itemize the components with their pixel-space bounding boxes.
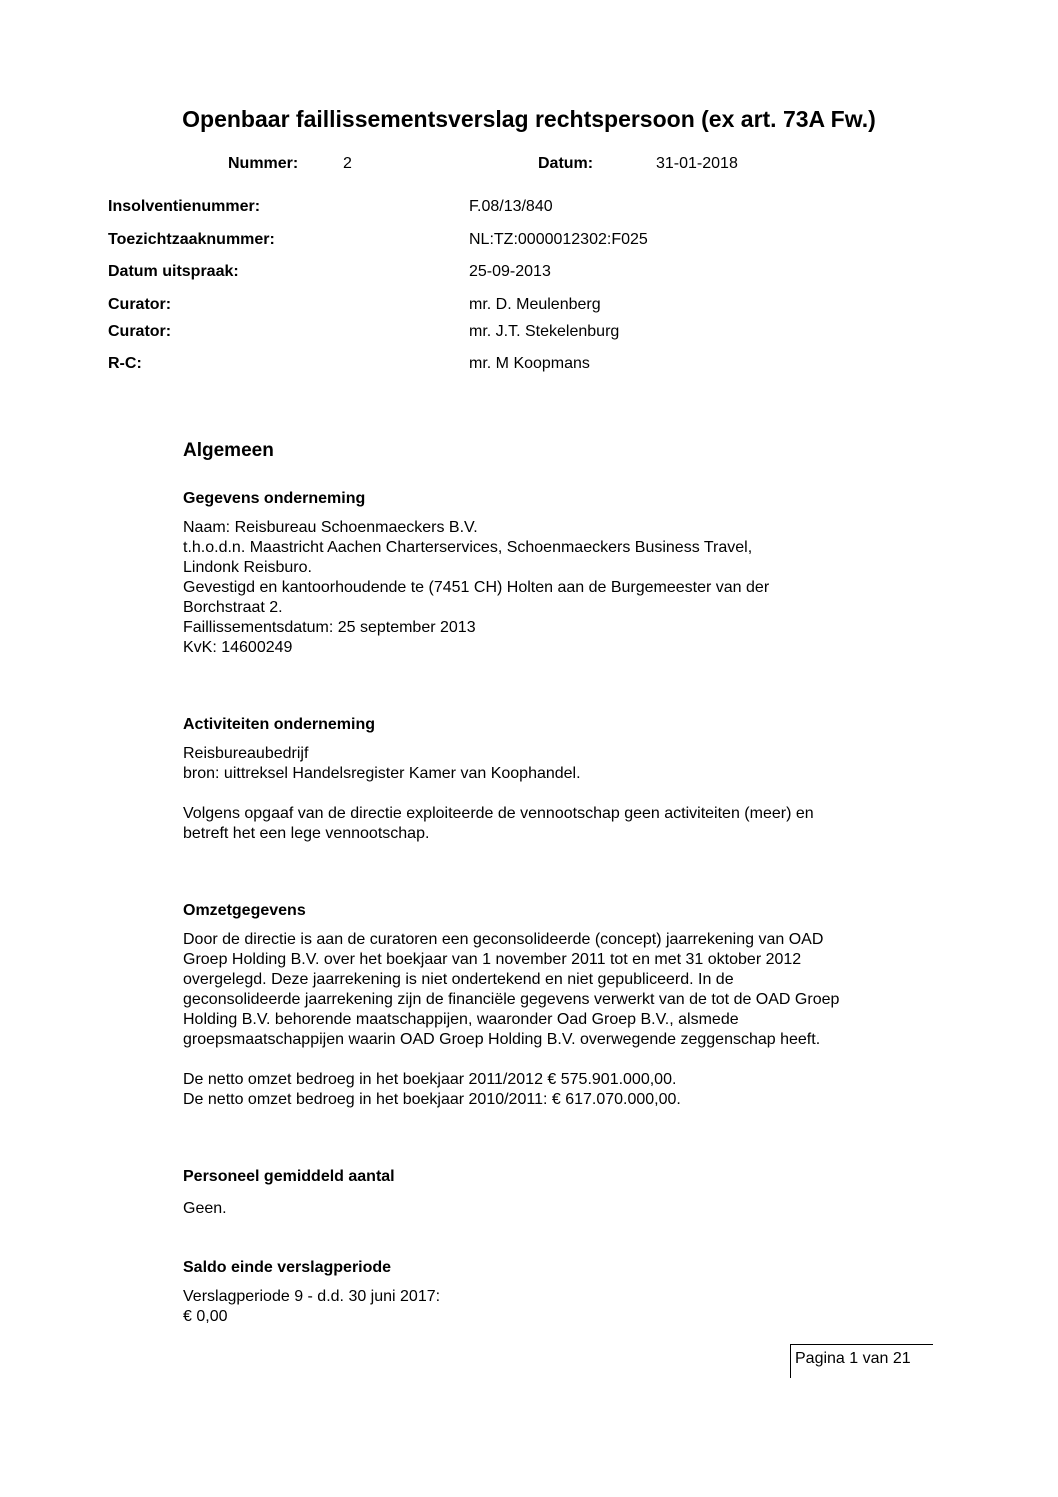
- heading-saldo: Saldo einde verslagperiode: [183, 1259, 392, 1276]
- text-gegevens-onderneming: Naam: Reisbureau Schoenmaeckers B.V. t.h.o.d.n. Maastricht Aachen Charterservices, Schoenmaeckers Business Travel, Lindonk Reisburo. Gevestigd en kantoorhoudende te (7451 CH) Holten aan de Burgemeester van der Borchstraat 2. Faillissementsdatum: 25 september 2013 KvK: 14600249: [183, 519, 770, 656]
- datum-uitspraak-label: Datum uitspraak:: [108, 263, 239, 280]
- datum-value: 31-01-2018: [656, 155, 738, 172]
- curator-label: Curator:: [108, 296, 172, 313]
- text-saldo: Verslagperiode 9 - d.d. 30 juni 2017: € 0,00: [183, 1288, 441, 1325]
- toezichtzaaknummer-label: Toezichtzaaknummer:: [108, 231, 275, 248]
- text-personeel: Geen.: [183, 1200, 227, 1217]
- insolventienummer-label: Insolventienummer:: [108, 198, 261, 215]
- curator-value: mr. D. Meulenberg: [469, 296, 601, 313]
- heading-omzetgegevens: Omzetgegevens: [183, 902, 306, 919]
- heading-personeel: Personeel gemiddeld aantal: [183, 1168, 395, 1185]
- nummer-label: Nummer:: [228, 155, 299, 172]
- page-title: Openbaar faillissementsverslag rechtspersoon (ex art. 73A Fw.): [182, 106, 876, 132]
- page-number: Pagina 1 van 21: [795, 1350, 911, 1367]
- insolventienummer-value: F.08/13/840: [469, 198, 553, 215]
- toezichtzaaknummer-value: NL:TZ:0000012302:F025: [469, 231, 648, 248]
- curator-2-value: mr. J.T. Stekelenburg: [469, 323, 620, 340]
- nummer-value: 2: [343, 155, 352, 172]
- section-heading-algemeen: Algemeen: [183, 440, 274, 461]
- datum-uitspraak-value: 25-09-2013: [469, 263, 551, 280]
- rc-value: mr. M Koopmans: [469, 355, 590, 372]
- text-omzetgegevens: Door de directie is aan de curatoren een geconsolideerde (concept) jaarrekening van OAD Groep Holding B.V. over het boekjaar van 1 november 2011 tot en met 31 oktober 2012 overgelegd. Deze jaarrekening is niet ondertekend en niet gepubliceerd. In de geconsolideerde jaarrekening zijn de financiële gegevens verwerkt van de tot de OAD Groep Holding B.V. behorende maatschappijen, waaronder Oad Groep B.V., alsmede groepsmaatschappijen waarin OAD Groep Holding B.V. overwegende zeggenschap heeft. De netto omzet bedroeg in het boekjaar 2011/2012 € 575.901.000,00. De netto omzet bedroeg in het boekjaar 2010/2011: € 617.070.000,00.: [183, 931, 840, 1108]
- text-activiteiten-onderneming: Reisbureaubedrijf bron: uittreksel Handelsregister Kamer van Koophandel. Volgens opgaaf van de directie exploiteerde de vennootschap geen activiteiten (meer) en betreft het een lege vennootschap.: [183, 745, 814, 842]
- datum-label: Datum:: [538, 155, 594, 172]
- heading-gegevens-onderneming: Gegevens onderneming: [183, 490, 366, 507]
- curator-2-label: Curator:: [108, 323, 172, 340]
- heading-activiteiten-onderneming: Activiteiten onderneming: [183, 716, 376, 733]
- rc-label: R-C:: [108, 355, 142, 372]
